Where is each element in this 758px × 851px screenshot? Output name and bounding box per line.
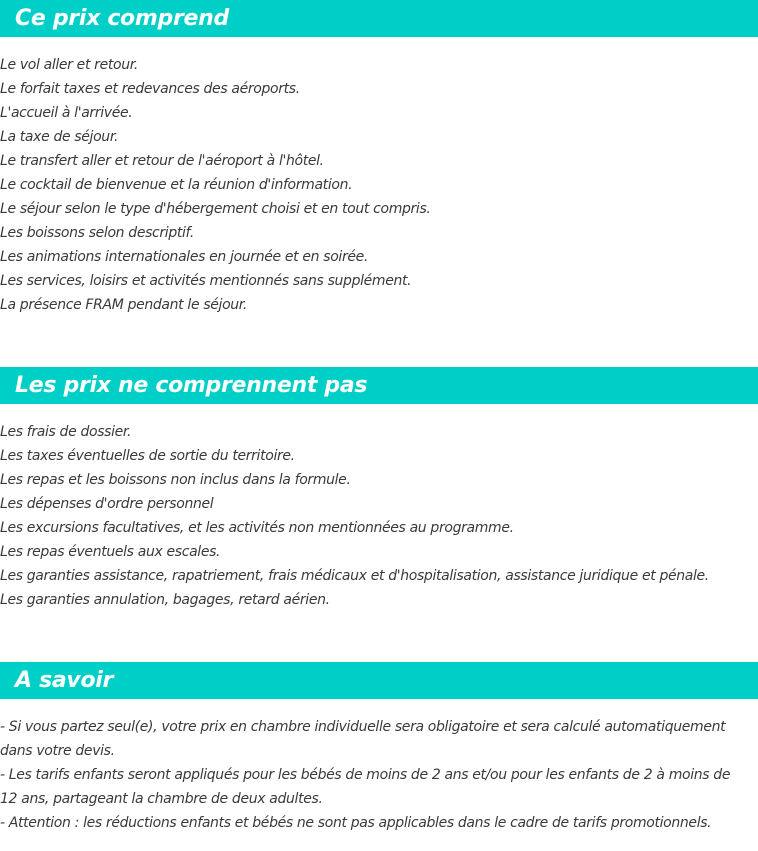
list-item: La présence FRAM pendant le séjour. — [0, 297, 248, 313]
section-title: A savoir — [15, 668, 114, 693]
list-item: Les boissons selon descriptif. — [0, 225, 194, 241]
section-title: Ce prix comprend — [15, 6, 229, 31]
list-item: - Si vous partez seul(e), votre prix en chambre individuelle sera obligatoire et sera calculé automatiquement dans votre devis. — [0, 719, 726, 759]
list-item: Les garanties assistance, rapatriement, frais médicaux et d'hospitalisation, assistance juridique et pénale. — [0, 568, 709, 584]
list-item: Le séjour selon le type d'hébergement choisi et en tout compris. — [0, 201, 431, 217]
list-item: Les excursions facultatives, et les activités non mentionnées au programme. — [0, 520, 514, 536]
list-item: Le forfait taxes et redevances des aéroports. — [0, 81, 300, 97]
not-included-list — [0, 420, 758, 612]
list-item: Le cocktail de bienvenue et la réunion d'information. — [0, 177, 353, 193]
section-header-not-included — [0, 367, 758, 404]
list-item: Les services, loisirs et activités mentionnés sans supplément. — [0, 273, 412, 289]
list-item: Les taxes éventuelles de sortie du territoire. — [0, 448, 295, 464]
list-item: - Attention : les réductions enfants et bébés ne sont pas applicables dans le cadre de tarifs promotionnels. — [0, 815, 712, 831]
good-to-know-list — [0, 715, 758, 835]
section-header-included — [0, 0, 758, 37]
list-item: Les repas et les boissons non inclus dans la formule. — [0, 472, 351, 488]
section-title: Les prix ne comprennent pas — [15, 373, 368, 398]
list-item: - Les tarifs enfants seront appliqués pour les bébés de moins de 2 ans et/ou pour les enfants de 2 à moins de 12 ans, partageant la chambre de deux adultes. — [0, 767, 731, 807]
list-item: Les garanties annulation, bagages, retard aérien. — [0, 592, 330, 608]
list-item: Les dépenses d'ordre personnel — [0, 496, 214, 512]
list-item: Les repas éventuels aux escales. — [0, 544, 221, 560]
list-item: Le vol aller et retour. — [0, 57, 138, 73]
list-item: L'accueil à l'arrivée. — [0, 105, 133, 121]
list-item: Le transfert aller et retour de l'aéroport à l'hôtel. — [0, 153, 324, 169]
list-item: La taxe de séjour. — [0, 129, 119, 145]
list-item: Les animations internationales en journée et en soirée. — [0, 249, 368, 265]
section-header-good-to-know — [0, 662, 758, 699]
list-item: Les frais de dossier. — [0, 424, 132, 440]
included-list — [0, 53, 758, 317]
